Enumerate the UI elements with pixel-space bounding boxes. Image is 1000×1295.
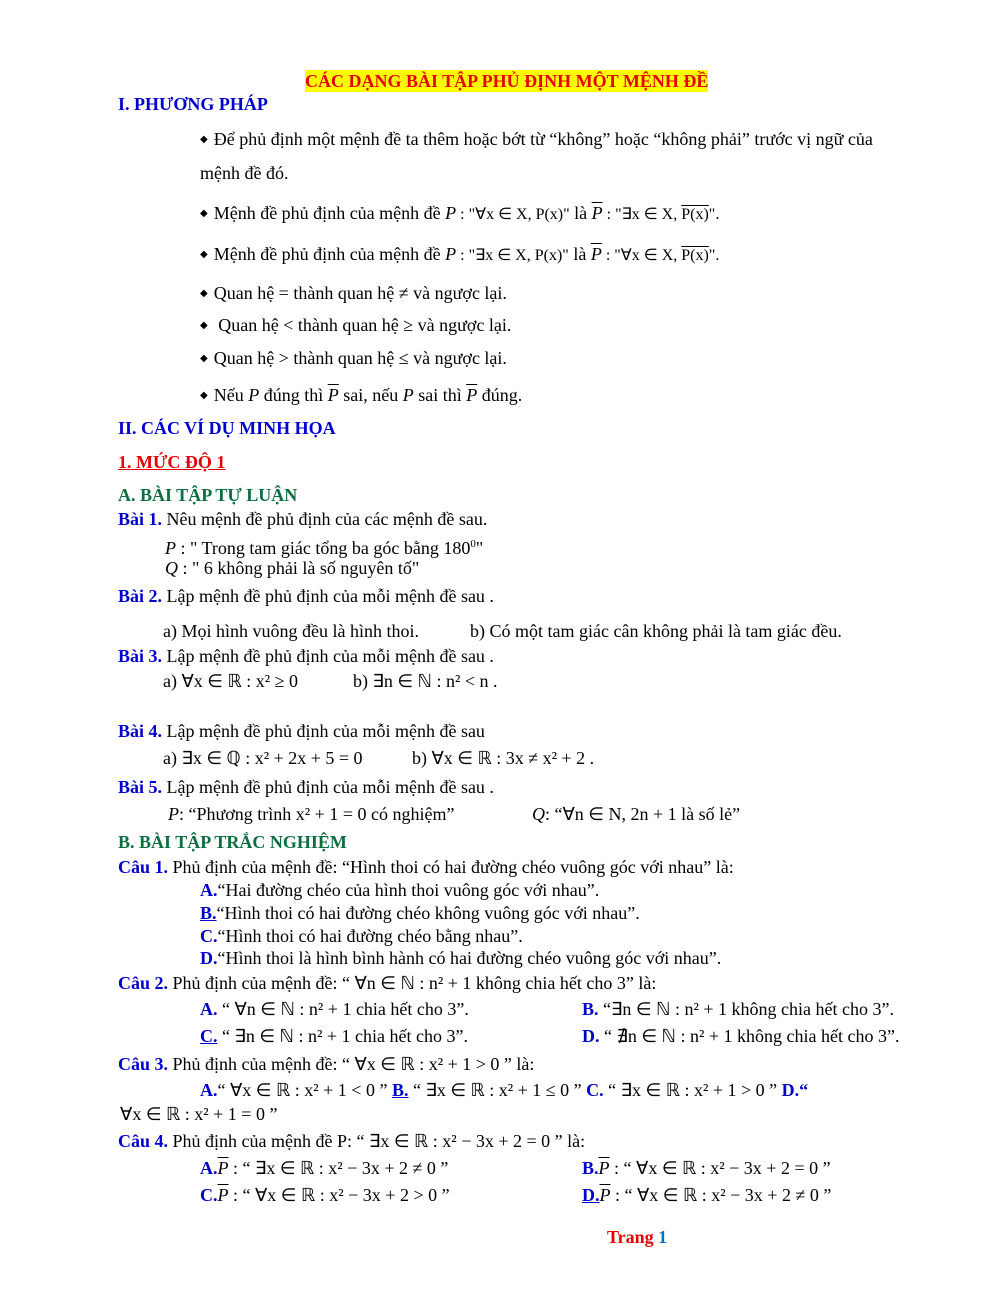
cau-3 (118, 1053, 534, 1075)
cau-4-d-text: : “ ∀x ∈ ℝ : x² − 3x + 2 ≠ 0 ” (610, 1185, 832, 1205)
cau-3-options-line (200, 1079, 808, 1101)
bullet-3 (200, 243, 719, 269)
bullet-7-pbar1: $\overline{P}$ (327, 385, 339, 405)
bai-1-p-text: : " Trong tam giác tổng ba góc bằng 180 (176, 538, 471, 558)
bullet-7-d: sai thì (413, 385, 467, 405)
cau-2-d-text: “ ∄n ∈ ℕ : n² + 1 không chia hết cho 3”. (599, 1026, 900, 1046)
bai-5-p-text: : “Phương trình x² + 1 = 0 có nghiệm” (179, 804, 455, 824)
cau-2-c-text: “ ∃n ∈ ℕ : n² + 1 chia hết cho 3”. (217, 1026, 468, 1046)
bullet-2-expr2c: ". (708, 206, 720, 223)
bullet-1-line2: mệnh đề đó. (200, 163, 289, 183)
cau-1-option-c (200, 925, 523, 947)
bullet-1-line1 (200, 128, 873, 154)
cau-3-text: Phủ định của mệnh đề: “ ∀x ∈ ℝ : x² + 1 > 0 ” là: (168, 1054, 535, 1074)
cau-3-a-text: “ ∀x ∈ ℝ : x² + 1 < 0 ” (217, 1080, 392, 1100)
bullet-3-mid: là (568, 244, 591, 264)
part-a-heading: A. BÀI TẬP TỰ LUẬN (118, 485, 298, 505)
cau-4-b-text: : “ ∀x ∈ ℝ : x² − 3x + 2 = 0 ” (609, 1158, 831, 1178)
bai-1 (118, 508, 487, 530)
cau-4-c-text: : “ ∀x ∈ ℝ : x² − 3x + 2 > 0 ” (228, 1185, 450, 1205)
bullet-2-mid: là (569, 203, 592, 223)
bullet-3-expr2c: ". (708, 247, 720, 264)
page-footer (607, 1226, 667, 1248)
bai-5-p-symbol: P (168, 804, 179, 824)
cau-4-option-c (200, 1184, 450, 1206)
cau-2-label: Câu 2. (118, 973, 169, 993)
bai-1-q-symbol: Q (165, 558, 178, 578)
cau-2-a-text: “ ∀n ∈ ℕ : n² + 1 chia hết cho 3”. (217, 999, 469, 1019)
bullet-1-text: Để phủ định một mệnh đề ta thêm hoặc bớt từ “không” hoặc “không phải” trước vị ngữ của (213, 129, 873, 149)
bai-4-label: Bài 4. (118, 721, 163, 741)
bai-5-q-symbol: Q (532, 804, 545, 824)
cau-2-option-b (582, 998, 894, 1020)
cau-3-d-label: D.“ (781, 1080, 809, 1100)
bai-1-p-end: " (475, 538, 484, 558)
cau-1-c-label: C. (200, 926, 218, 946)
bai-2 (118, 585, 494, 607)
bullet-3-text: Mệnh đề phủ định của mệnh đề (213, 244, 441, 264)
cau-2-option-c (200, 1025, 468, 1047)
bullet-5-text: Quan hệ < thành quan hệ ≥ và ngược lại. (213, 315, 512, 335)
cau-1-a-label: A. (200, 880, 218, 900)
bai-1-p-sup: 0 (470, 538, 476, 550)
cau-3-option-d-cont: ∀x ∈ ℝ : x² + 1 = 0 ” (120, 1104, 278, 1124)
cau-4 (118, 1130, 585, 1152)
bai-1-p-symbol: P (165, 538, 176, 558)
part-b-heading: B. BÀI TẬP TRẮC NGHIỆM (118, 832, 347, 852)
cau-4-c-pbar: $\overline{P}$ (217, 1185, 229, 1205)
bai-5-text: Lập mệnh đề phủ định của mỗi mệnh đề sau . (162, 777, 494, 797)
cau-1-option-d (200, 947, 721, 969)
bullet-6 (200, 347, 507, 373)
bullet-3-expr1: : "∃x ∈ X, P(x)" (456, 247, 569, 264)
cau-4-a-pbar: $\overline{P}$ (217, 1158, 229, 1178)
bullet-2-expr2b: P(x) (681, 206, 709, 223)
bai-1-p (165, 533, 483, 559)
bullet-7-b: đúng thì (259, 385, 328, 405)
cau-2-option-a (200, 998, 469, 1020)
cau-2-text: Phủ định của mệnh đề: “ ∀n ∈ ℕ : n² + 1 không chia hết cho 3” là: (168, 973, 657, 993)
footer-label: Trang (607, 1227, 659, 1247)
cau-1-a-text: “Hai đường chéo của hình thoi vuông góc với nhau”. (217, 880, 600, 900)
bullet-2 (200, 202, 719, 228)
bai-2-b: b) Có một tam giác cân không phải là tam giác đều. (470, 621, 842, 641)
section-heading-method: I. PHƯƠNG PHÁP (118, 94, 268, 114)
section-heading-examples: II. CÁC VÍ DỤ MINH HỌA (118, 418, 336, 438)
cau-1-b-text: “Hình thoi có hai đường chéo không vuông góc với nhau”. (216, 903, 640, 923)
cau-2-a-label: A. (200, 999, 218, 1019)
cau-4-option-d (582, 1184, 831, 1206)
bullet-7-p1: P (248, 385, 260, 405)
bullet-6-text: Quan hệ > thành quan hệ ≤ và ngược lại. (213, 348, 507, 368)
bai-5-label: Bài 5. (118, 777, 163, 797)
cau-1-d-text: “Hình thoi là hình bình hành có hai đường chéo vuông góc với nhau”. (217, 948, 722, 968)
bai-2-a: a) Mọi hình vuông đều là hình thoi. (163, 621, 419, 641)
cau-1-text: Phủ định của mệnh đề: “Hình thoi có hai đường chéo vuông góc với nhau” là: (168, 857, 734, 877)
cau-4-b-pbar: $\overline{P}$ (598, 1158, 610, 1178)
bullet-4-text: Quan hệ = thành quan hệ ≠ và ngược lại. (213, 283, 507, 303)
bullet-7-p2: P (402, 385, 414, 405)
bullet-7-e: đúng. (477, 385, 523, 405)
bai-3 (118, 645, 494, 667)
cau-4-option-b (582, 1157, 831, 1179)
bullet-2-pbar: $\overline{P}$ (591, 203, 603, 223)
cau-1-d-label: D. (200, 948, 218, 968)
cau-4-d-pbar: $\overline{P}$ (599, 1185, 611, 1205)
bai-2-label: Bài 2. (118, 586, 163, 606)
cau-1 (118, 856, 734, 878)
cau-4-text: Phủ định của mệnh đề P: “ ∃x ∈ ℝ : x² − 3x + 2 = 0 ” là: (168, 1131, 586, 1151)
cau-2-option-d (582, 1025, 899, 1047)
bullet-3-p: P (445, 244, 457, 264)
cau-1-option-b (200, 902, 640, 924)
cau-4-d-label: D. (582, 1185, 600, 1205)
cau-2-c-label: C. (200, 1026, 218, 1046)
page-title: CÁC DẠNG BÀI TẬP PHỦ ĐỊNH MỘT MỆNH ĐỀ (305, 71, 709, 91)
bullet-7-pbar2: $\overline{P}$ (466, 385, 478, 405)
cau-1-label: Câu 1. (118, 857, 169, 877)
cau-3-b-text: “ ∃x ∈ ℝ : x² + 1 ≤ 0 ” (408, 1080, 587, 1100)
bai-2-text: Lập mệnh đề phủ định của mỗi mệnh đề sau . (162, 586, 494, 606)
bai-4-text: Lập mệnh đề phủ định của mỗi mệnh đề sau (162, 721, 485, 741)
cau-4-a-label: A. (200, 1158, 218, 1178)
bai-5-p (168, 803, 454, 825)
cau-1-b-label: B. (200, 903, 217, 923)
bullet-5 (200, 314, 511, 340)
bai-3-label: Bài 3. (118, 646, 163, 666)
bai-4-b: b) ∀x ∈ ℝ : 3x ≠ x² + 2 . (412, 748, 595, 768)
bullet-2-expr1: : "∀x ∈ X, P(x)" (456, 206, 570, 223)
bai-3-b: b) ∃n ∈ ℕ : n² < n . (353, 671, 498, 691)
bai-1-q (165, 557, 419, 579)
level-heading: 1. MỨC ĐỘ 1 (118, 452, 226, 472)
bullet-7 (200, 384, 522, 410)
page-number: 1 (658, 1227, 668, 1247)
cau-3-a-label: A. (200, 1080, 218, 1100)
cau-2 (118, 972, 656, 994)
bai-3-text: Lập mệnh đề phủ định của mỗi mệnh đề sau . (162, 646, 494, 666)
bullet-3-expr2b: P(x) (681, 247, 709, 264)
bullet-7-c: sai, nếu (338, 385, 403, 405)
bai-5-q-text: : “∀n ∈ N, 2n + 1 là số lẻ” (545, 804, 741, 824)
bullet-2-p: P (445, 203, 457, 223)
cau-3-b-label: B. (391, 1080, 409, 1100)
cau-3-label: Câu 3. (118, 1054, 169, 1074)
cau-2-b-label: B. (582, 999, 599, 1019)
cau-4-c-label: C. (200, 1185, 218, 1205)
bullet-2-text: Mệnh đề phủ định của mệnh đề (213, 203, 441, 223)
bullet-7-a: Nếu (213, 385, 249, 405)
cau-2-d-label: D. (582, 1026, 600, 1046)
cau-4-label: Câu 4. (118, 1131, 169, 1151)
bullet-3-expr2a: : "∀x ∈ X, (601, 247, 682, 264)
bai-4 (118, 720, 485, 742)
cau-4-a-text: : “ ∃x ∈ ℝ : x² − 3x + 2 ≠ 0 ” (228, 1158, 449, 1178)
bai-1-label: Bài 1. (118, 509, 163, 529)
cau-4-option-a (200, 1157, 448, 1179)
bai-3-a: a) ∀x ∈ ℝ : x² ≥ 0 (163, 671, 299, 691)
bai-5 (118, 776, 494, 798)
bullet-4 (200, 282, 507, 308)
bai-4-a: a) ∃x ∈ ℚ : x² + 2x + 5 = 0 (163, 748, 363, 768)
bullet-2-expr2a: : "∃x ∈ X, (602, 206, 682, 223)
cau-3-c-text: “ ∃x ∈ ℝ : x² + 1 > 0 ” (603, 1080, 782, 1100)
cau-1-c-text: “Hình thoi có hai đường chéo bằng nhau”. (217, 926, 523, 946)
cau-1-option-a (200, 879, 599, 901)
bai-1-q-text: : " 6 không phải là số nguyên tố" (178, 558, 420, 578)
bai-1-text: Nêu mệnh đề phủ định của các mệnh đề sau. (162, 509, 488, 529)
cau-2-b-text: “∃n ∈ ℕ : n² + 1 không chia hết cho 3”. (598, 999, 894, 1019)
cau-3-c-label: C. (586, 1080, 604, 1100)
bullet-3-pbar: $\overline{P}$ (590, 244, 602, 264)
cau-4-b-label: B. (582, 1158, 599, 1178)
bai-5-q (532, 803, 740, 825)
